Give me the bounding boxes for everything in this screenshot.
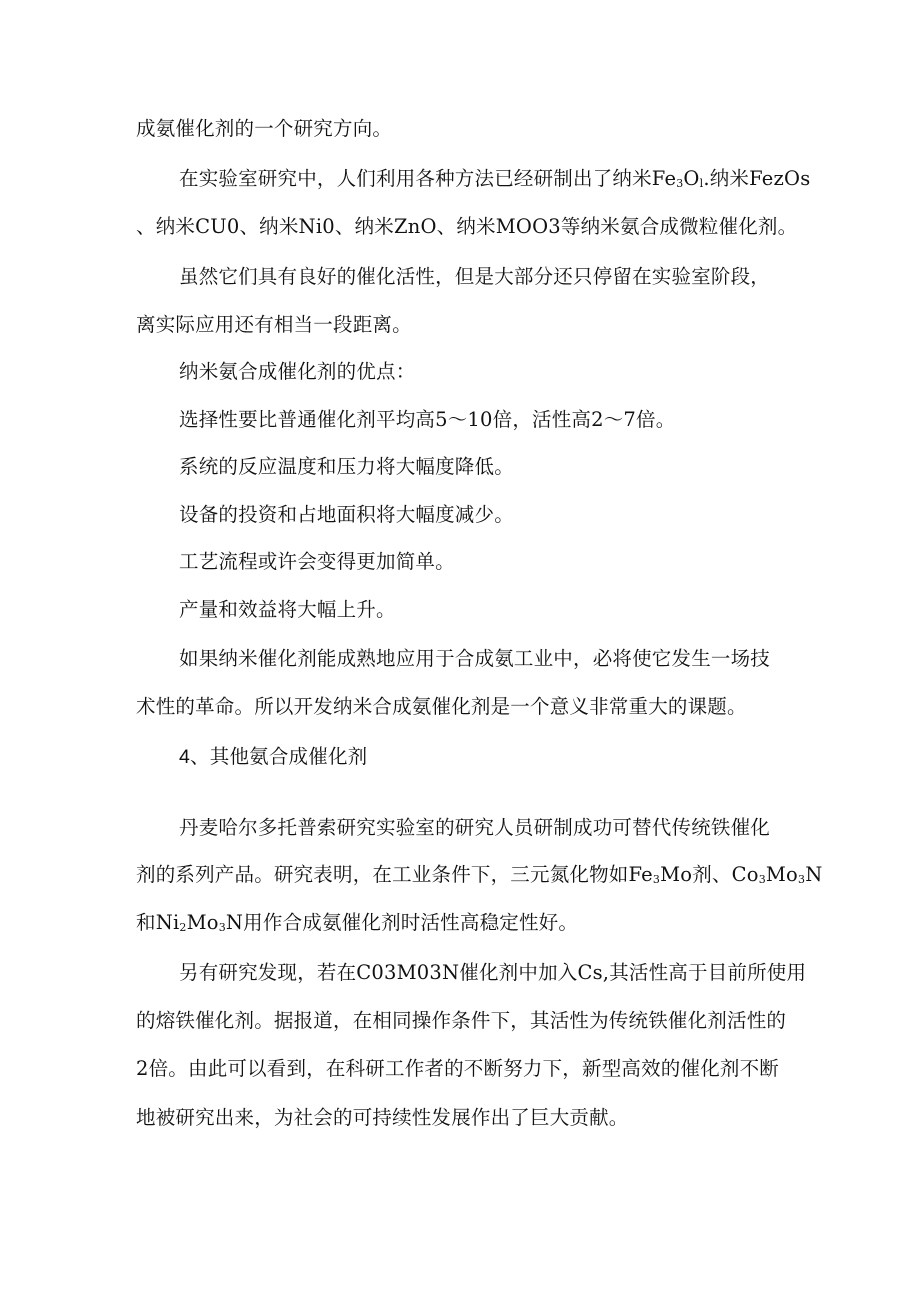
- text-run: Mo: [765, 863, 798, 886]
- paragraph-line: 选择性要比普通催化剂平均高5～10倍，活性高2～7倍。: [179, 408, 676, 431]
- paragraph-line: 成氨催化剂的一个研究方向。: [136, 117, 393, 140]
- section-number: 4: [179, 746, 191, 768]
- text-run: Mo剂、Co: [660, 863, 759, 886]
- text-run: 剂的系列产品。研究表明，在工业条件下，三元氮化物如Fe: [136, 863, 653, 886]
- paragraph-line: 工艺流程或许会变得更加简单。: [179, 550, 455, 573]
- section-title: 、其他氨合成催化剂: [190, 745, 368, 768]
- text-run: 和Ni: [136, 911, 180, 934]
- paragraph-line: 产量和效益将大幅上升。: [179, 598, 396, 621]
- paragraph-line: 设备的投资和占地面积将大幅度减少。: [179, 503, 514, 526]
- text-run: Mo: [186, 911, 219, 934]
- paragraph-line: 、纳米CU0、纳米Ni0、纳米ZnO、纳米MOO3等纳米氨合成微粒催化剂。: [136, 215, 798, 238]
- subscript: 2: [179, 921, 187, 934]
- text-run: .纳米FezOs: [703, 167, 811, 190]
- paragraph-line: 虽然它们具有良好的催化活性，但是大部分还只停留在实验室阶段，: [179, 265, 771, 288]
- paragraph-line: 的熔铁催化剂。据报道，在相同操作条件下，其活性为传统铁催化剂活性的: [136, 1009, 787, 1032]
- paragraph-line: 地被研究出来，为社会的可持续性发展作出了巨大贡献。: [136, 1106, 629, 1129]
- text-run: N: [805, 863, 823, 886]
- paragraph-line: 离实际应用还有相当一段距离。: [136, 313, 412, 336]
- paragraph-line: 系统的反应温度和压力将大幅度降低。: [179, 455, 514, 478]
- paragraph-line: [179, 166, 810, 192]
- paragraph-line: [136, 910, 578, 936]
- subscript: 3: [676, 177, 684, 190]
- paragraph-line: 术性的革命。所以开发纳米合成氨催化剂是一个意义非常重大的课题。: [136, 695, 747, 718]
- paragraph-line: 2倍。由此可以看到，在科研工作者的不断努力下，新型高效的催化剂不断: [136, 1057, 780, 1080]
- text-run: 在实验室研究中，人们利用各种方法已经研制出了纳米Fe: [179, 167, 677, 190]
- subscript: 3: [758, 873, 766, 886]
- paragraph-line: 纳米氨合成催化剂的优点：: [179, 360, 416, 383]
- paragraph-line: [136, 862, 822, 888]
- text-run: O: [683, 167, 700, 190]
- paragraph-line: 丹麦哈尔多托普索研究实验室的研究人员研制成功可替代传统铁催化: [179, 816, 771, 839]
- section-heading: [179, 744, 367, 770]
- subscript: l: [699, 177, 704, 190]
- paragraph-line: 如果纳米催化剂能成熟地应用于合成氨工业中，必将使它发生一场技: [179, 647, 771, 670]
- subscript: 3: [218, 921, 226, 934]
- subscript: 3: [798, 873, 806, 886]
- paragraph-line: 另有研究发现，若在C03M03N催化剂中加入Cs,其活性高于目前所使用: [179, 961, 807, 984]
- subscript: 3: [652, 873, 661, 886]
- text-run: N用作合成氨催化剂时活性高稳定性好。: [225, 911, 579, 934]
